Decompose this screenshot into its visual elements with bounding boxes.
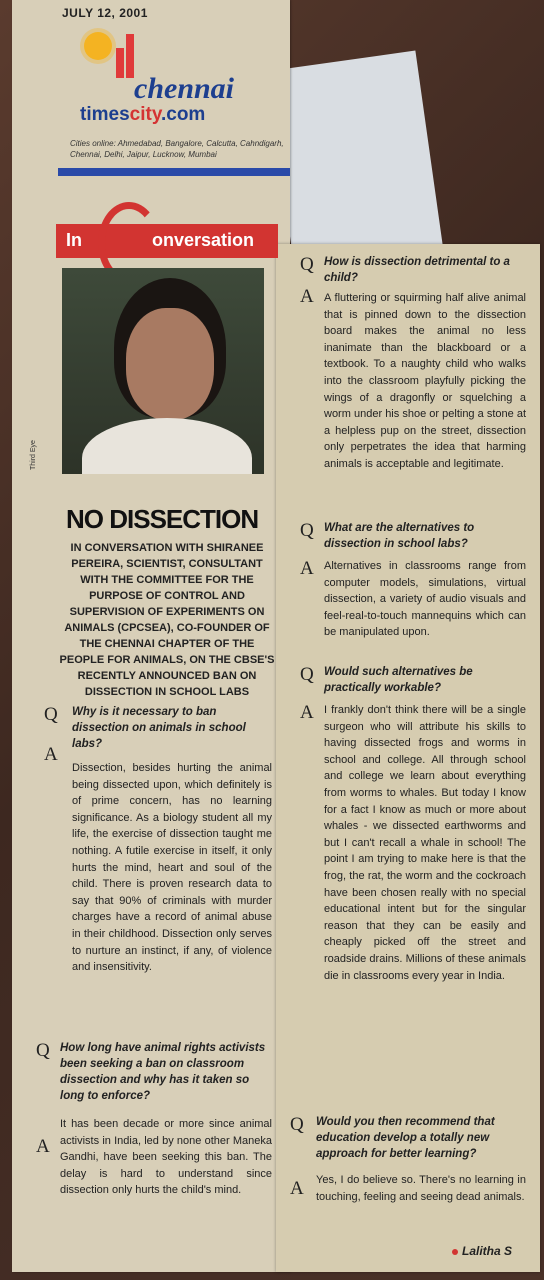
bullet-icon <box>452 1249 458 1255</box>
chennai-timescity-logo <box>80 26 290 136</box>
question-text: What are the alternatives to dissection in school labs? <box>324 522 475 550</box>
qa-block-5 <box>300 664 526 984</box>
timescity-wordmark: timescity.com <box>80 104 206 125</box>
answer-text: I frankly don't think there will be a single surgeon who will attribute his skills to having dissected frogs and worms in school and college. All through school and college we learn about everything from worms to whales. But today I know for a fact I know as much or more about whales - we dissected earthworms and but I can't recall a whale in school! The point I am trying to make here is that the frog, the rat, the worm and the cockroach have been chosen really with no special educational intent but for the singular reason that they can be easily and cheaply picked off the street and roadside drains. Millions of these animals die in classrooms every year in India. <box>324 704 526 982</box>
city-wordmark: chennai <box>134 72 235 105</box>
question-marker: Q <box>300 664 314 685</box>
masthead-rule <box>58 168 290 176</box>
qa-block-4 <box>300 520 526 641</box>
answer-text: Yes, I do believe so. There's no learning in touching, feeling and seeing dead animals. <box>316 1174 526 1203</box>
photo-credit: Third Eye <box>30 440 37 470</box>
byline: Lalitha S <box>452 1244 512 1258</box>
question-text: How long have animal rights activists been seeking a ban on classroom dissection and why has it taken so long to enforce? <box>60 1042 266 1102</box>
deck: IN CONVERSATION WITH SHIRANEE PEREIRA, SCIENTIST, CONSULTANT WITH THE COMMITTEE FOR THE PURPOSE OF CONTROL AND SUPERVISION OF EXPERIMENTS ON ANIMALS (CPCSEA), CO-FOUNDER OF THE CHENNAI CHAPTER OF THE PEOPLE FOR ANIMALS, ON THE CBSE'S RECENTLY ANNOUNCED BAN ON DISSECTION IN SCHOOL LABS <box>59 542 275 698</box>
question-marker: Q <box>290 1114 304 1135</box>
answer-marker: A <box>44 744 58 765</box>
question-marker: Q <box>36 1040 50 1061</box>
qa-block-2 <box>36 1040 272 1199</box>
question-marker: Q <box>300 254 314 275</box>
headline: NO DISSECTION <box>66 504 259 534</box>
qa-block-3 <box>300 254 526 473</box>
photo-body <box>82 418 252 474</box>
answer-text: It has been decade or more since animal activists in India, led by none other Maneka Gandhi, have been seeking this ban. The delay is hard to understand since dissection only hurts the child's mind. <box>60 1118 272 1197</box>
question-text: Would you then recommend that education develop a totally new approach for better learning? <box>316 1116 495 1160</box>
photo-face <box>126 308 214 420</box>
building-icon <box>116 48 124 78</box>
building-icon <box>126 34 134 78</box>
issue-date: JULY 12, 2001 <box>62 6 148 20</box>
question-text: How is dissection detrimental to a child? <box>324 256 510 284</box>
answer-marker: A <box>36 1136 50 1157</box>
answer-marker: A <box>300 286 314 307</box>
question-marker: Q <box>300 520 314 541</box>
qa-block-6 <box>290 1114 526 1205</box>
question-text: Why is it necessary to ban dissection on animals in school labs? <box>72 706 246 750</box>
answer-text: Dissection, besides hurting the animal being dissected upon, which definitely is of prime concern, has no learning significance. As a biology student all my life, the exercise of dissection taught me nothing. A futile exercise in itself, it only hurts the mind, heart and soul of the child. There is proven research data to say that 90% of criminals with murder charges have a record of animal abuse in their childhood. Dissection only serves to nurture an instinct, if any, of violence and insensitivity. <box>72 762 272 974</box>
interviewee-photo <box>62 268 264 474</box>
section-banner-conversation: onversation <box>152 230 255 250</box>
qa-block-1 <box>44 704 272 976</box>
background-paper <box>267 51 443 270</box>
cities-online-line: Cities online: Ahmedabad, Bangalore, Calcutta, Cahndigarh, Chennai, Delhi, Jaipur, Lucknow, Mumbai <box>70 139 284 159</box>
answer-marker: A <box>290 1178 304 1199</box>
answer-marker: A <box>300 558 314 579</box>
section-banner-in: In <box>66 230 82 250</box>
answer-text: Alternatives in classrooms range from computer models, simulations, virtual dissection, a variety of audio visuals and feel-real-to-touch mannequins which can be manipulated upon. <box>324 560 526 639</box>
answer-marker: A <box>300 702 314 723</box>
answer-text: A fluttering or squirming half alive animal that is pinned down to the dissection board makes the animal no less inanimate than the blackboard or a textbook. To a naughty child who walks into the classroom playfully picking the wings of a dragonfly or squelching a worm under his shoe or pelting a stone at a helpless pup on the street, dissection only perpetrates the idea that harming animals is acceptable and legitimate. <box>324 292 526 470</box>
question-marker: Q <box>44 704 58 725</box>
question-text: Would such alternatives be practically workable? <box>324 666 473 694</box>
sun-icon <box>84 32 112 60</box>
